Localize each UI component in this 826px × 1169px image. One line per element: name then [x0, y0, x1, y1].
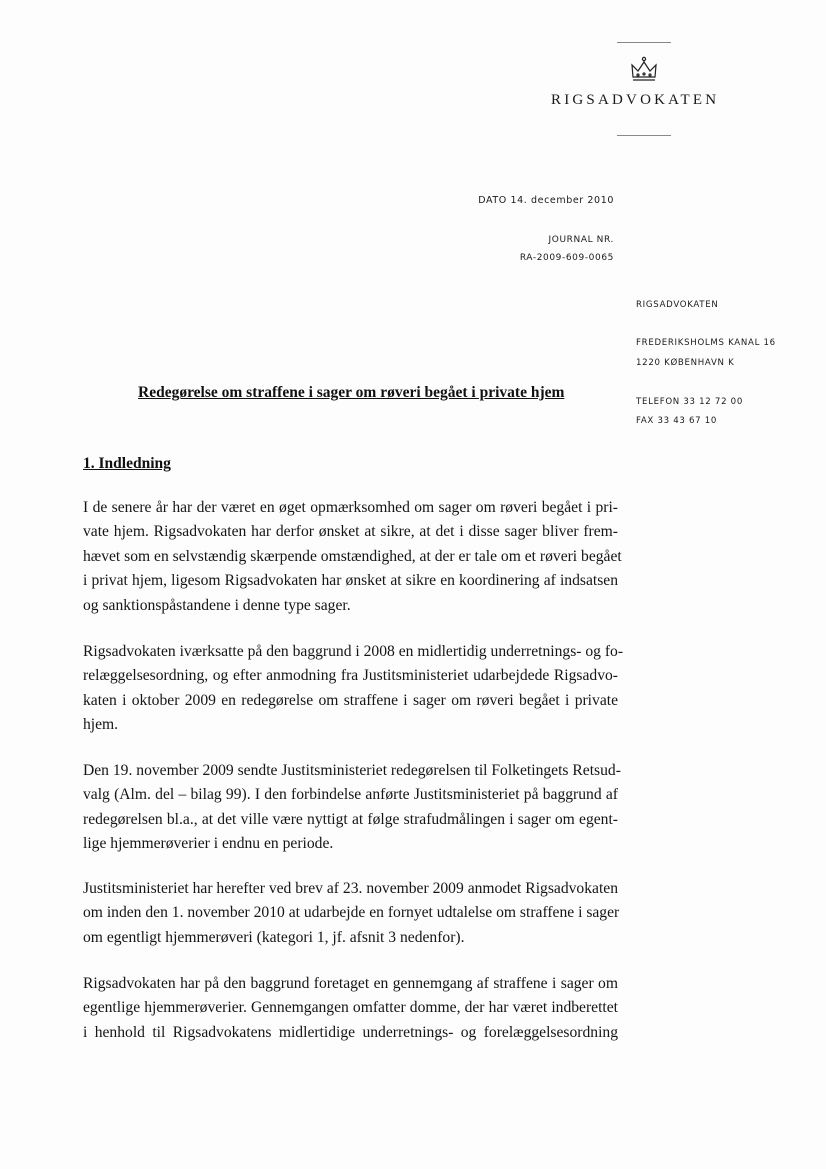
paragraph-5 — [83, 972, 618, 1045]
paragraph-line: vate hjem. Rigsadvokaten har derfor ønsket at sikre, at det i disse sager bliver frem- — [83, 523, 618, 541]
address-street: FREDERIKSHOLMS KANAL 16 — [636, 338, 776, 348]
paragraph-1 — [83, 496, 622, 618]
paragraph-line: i henhold til Rigsadvokatens midlertidige underretnings- og forelæggelsesordning — [83, 1023, 618, 1041]
paragraph-line: og sanktionspåstandene i denne type sager. — [83, 596, 351, 614]
address-city: 1220 KØBENHAVN K — [636, 358, 735, 368]
paragraph-line: valg (Alm. del – bilag 99). I den forbindelse anførte Justitsministeriet på baggrund af — [83, 786, 618, 804]
crown-icon — [629, 56, 659, 84]
paragraph-2 — [83, 640, 624, 738]
section-heading: 1. Indledning — [83, 455, 171, 472]
paragraph-4 — [83, 877, 618, 950]
paragraph-line: relæggelsesordning, og efter anmodning fra Justitsministeriet udarbejdede Rigsadvo- — [83, 667, 618, 685]
paragraph-line: egentlige hjemmerøverier. Gennemgangen omfatter domme, der har været indberettet — [83, 999, 618, 1017]
paragraph-line: om inden den 1. november 2010 at udarbejde en fornyet udtalelse om straffene i sager — [83, 904, 620, 922]
paragraph-line: Den 19. november 2009 sendte Justitsministeriet redegørelsen til Folketingets Retsud- — [83, 762, 621, 779]
document-title: Redegørelse om straffene i sager om røveri begået i private hjem — [138, 384, 565, 401]
paragraph-line: hævet som en selvstændig skærpende omstændighed, at der er tale om et røveri begået — [83, 547, 622, 565]
address-organization: RIGSADVOKATEN — [636, 300, 719, 310]
letterhead-rule-bottom — [617, 135, 671, 136]
paragraph-line: om egentligt hjemmerøveri (kategori 1, jf. afsnit 3 nedenfor). — [83, 928, 465, 946]
letterhead-rule-top — [617, 42, 671, 43]
paragraph-line: Justitsministeriet har herefter ved brev af 23. november 2009 anmodet Rigsadvokaten — [83, 880, 618, 897]
journal-number: RA-2009-609-0065 — [519, 253, 614, 263]
paragraph-line: I de senere år har der været en øget opmærksomhed om sager om røveri begået i pri- — [83, 499, 618, 516]
paragraph-line: i privat hjem, ligesom Rigsadvokaten har ønsket at sikre en koordinering af indsatsen — [83, 572, 618, 590]
document-date: DATO 14. december 2010 — [478, 195, 614, 206]
address-fax: FAX 33 43 67 10 — [636, 416, 718, 426]
paragraph-line: lige hjemmerøverier i endnu en periode. — [83, 835, 334, 853]
paragraph-line: hjem. — [83, 716, 119, 734]
paragraph-line: katen i oktober 2009 en redegørelse om straffene i sager om røveri begået i private — [83, 691, 618, 709]
paragraph-line: Rigsadvokaten har på den baggrund foretaget en gennemgang af straffene i sager om — [83, 975, 618, 992]
journal-label: JOURNAL NR. — [548, 235, 614, 245]
paragraph-3 — [83, 759, 621, 857]
paragraph-line: redegørelsen bl.a., at det ville være nyttigt at følge strafudmålingen i sager om egent- — [83, 810, 618, 828]
paragraph-line: Rigsadvokaten iværksatte på den baggrund i 2008 en midlertidig underretnings- og fo- — [83, 643, 624, 660]
address-phone: TELEFON 33 12 72 00 — [636, 397, 744, 407]
letterhead-organization: RIGSADVOKATEN — [551, 92, 720, 108]
